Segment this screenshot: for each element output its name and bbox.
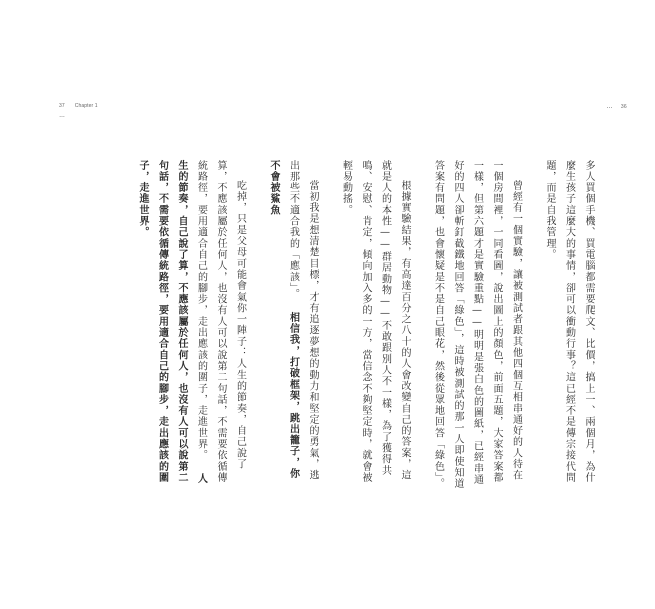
paragraph-4 bbox=[264, 160, 323, 490]
right-page-number: 36 bbox=[620, 104, 627, 110]
left-header-row bbox=[59, 104, 98, 110]
paragraph-4-text: 當初我是想清楚目標，才有追逐夢想的動力和堅定的勇氣，逃出那些不適合我的「應該」。 bbox=[287, 160, 318, 482]
bold-emphasis-text-2: 人生的節奏，自己說了算，不應該屬於任何人，也沒有人可以說第二句話，不需要依循傳統路徑，要用適合自己的腳步，走出應該的圍子，走進世界。 bbox=[137, 160, 207, 485]
paragraph-2: 曾經有一個實驗，讓被測試者跟其他四個互相串通好的人待在一個房間裡，一同看圖，說出圖上的顏色，前面五題，大家答案都一樣，但第六題才是實驗重點——明明是張白色的圖紙，已經串通好的四人卻斬釘截鐵地回答「綠色」，這時被測試的那一人即使知道答案有問題，也會懷疑是不是自己眼花，然後從眾地回答「綠色」。 bbox=[432, 160, 522, 490]
paragraph-1: 多人買個手機、買電腦都需要爬文、比價，搞上一、兩個月，為什麼生孩子這麼大的事情，卻可以衝動行事？這已經不是傳宗接代問題，而是自我管理。 bbox=[544, 160, 594, 484]
left-page-number: 37 bbox=[59, 103, 65, 109]
paragraph-5 bbox=[133, 160, 250, 490]
chapter-title: … bbox=[59, 112, 66, 119]
vertical-text-block bbox=[137, 160, 598, 490]
right-section-title: … bbox=[606, 104, 613, 110]
bold-emphasis-text: 相信我，打破框架，跳出籠子，你不會被鯊魚 bbox=[268, 160, 299, 480]
paragraph-3: 根據實驗結果，有高達百分之八十的人會改變自己的答案，這就是人的本性——群居動物——不敢跟別人不一樣，為了獲得共鳴、安慰、肯定，傾向加入多的一方，當信念不夠堅定時，就會被輕易動搖。 bbox=[340, 160, 410, 484]
chapter-label: Chapter 1 bbox=[74, 103, 98, 109]
right-running-header bbox=[607, 104, 627, 110]
paragraph-5-text: 吃掉，只是父母可能會氣你一陣子：人生的節奏，自己說了算，不應該屬於任何人，也沒有人可以說第二句話，不需要依循傳統路徑，要用適合自己的腳步，走出應該的圍子，走進世界。 bbox=[195, 160, 246, 484]
left-running-header bbox=[59, 104, 98, 119]
